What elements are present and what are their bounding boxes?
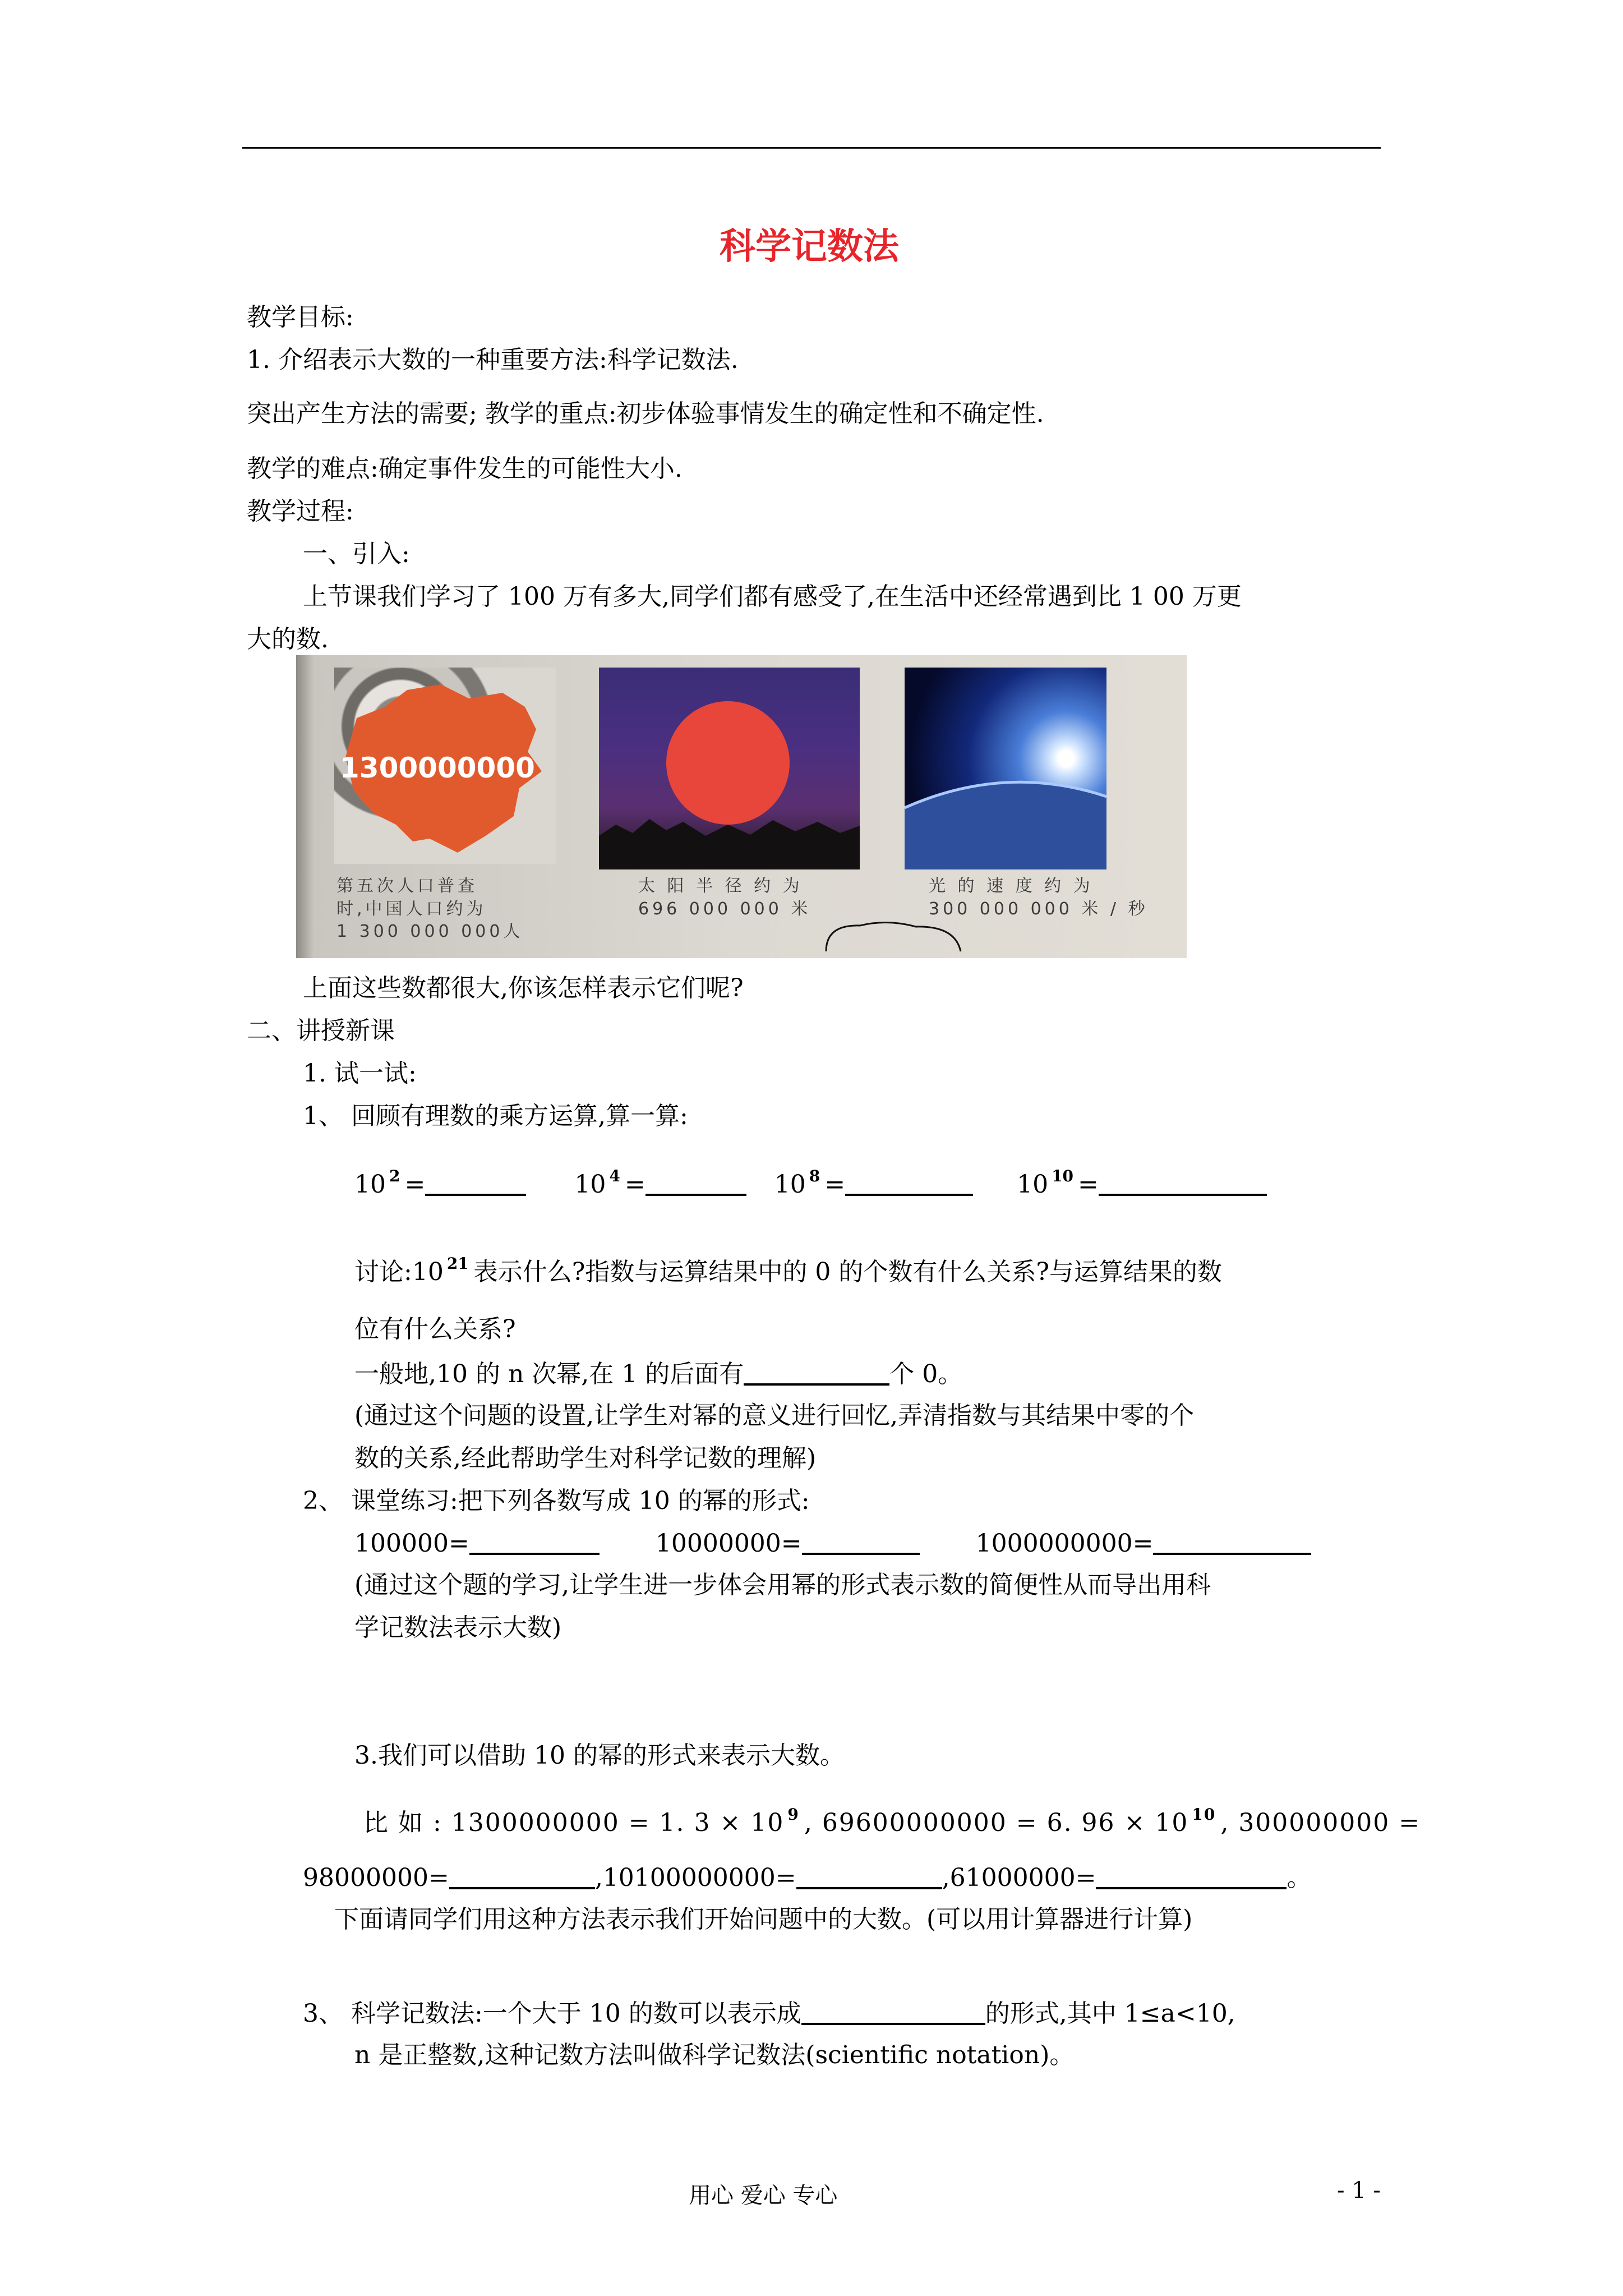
- answer-blank[interactable]: [796, 1862, 942, 1889]
- calculator-note: 下面请同学们用这种方法表示我们开始问题中的大数。(可以用计算器进行计算): [334, 1905, 1193, 1934]
- item-1: 1、 回顾有理数的乘方运算,算一算:: [303, 1102, 688, 1130]
- answer-blank[interactable]: [469, 1528, 600, 1555]
- map-number: 1300000000: [340, 752, 535, 784]
- general-statement: 一般地,10 的 n 次幂,在 1 的后面有 个 0。: [354, 1360, 963, 1388]
- page-number: - 1 -: [1337, 2178, 1381, 2203]
- answer-blank[interactable]: [845, 1169, 973, 1196]
- section-2-heading: 二、讲授新课: [247, 1016, 395, 1045]
- intro-text-1: 上节课我们学习了 100 万有多大,同学们都有感受了,在生活中还经常遇到比 1 00 万更: [303, 582, 1242, 611]
- question-after-photos: 上面这些数都很大,你该怎样表示它们呢?: [303, 974, 744, 1002]
- intro-heading: 一、引入:: [303, 540, 410, 568]
- process-heading: 教学过程:: [247, 497, 354, 526]
- item-3a: 3.我们可以借助 10 的幂的形式来表示大数。: [354, 1741, 845, 1770]
- sun-icon: [666, 701, 790, 825]
- answer-blank[interactable]: [801, 1998, 985, 2025]
- discussion-line-1: 讨论:10 $^{21}$ 表示什么?指数与运算结果中的 0 的个数有什么关系?与运算结果的数: [354, 1254, 1222, 1286]
- answer-blank[interactable]: [802, 1528, 920, 1555]
- population-photo: [334, 668, 556, 864]
- answer-blank[interactable]: [1153, 1528, 1311, 1555]
- note-1-line-2: 数的关系,经此帮助学生对科学记数的理解): [354, 1444, 817, 1473]
- speech-bubble-outline: [820, 919, 966, 953]
- sun-photo: [599, 668, 860, 869]
- treeline-icon: [599, 819, 860, 869]
- note-1-line-1: (通过这个问题的设置,让学生对幂的意义进行回忆,弄清指数与其结果中零的个: [354, 1401, 1195, 1430]
- note-2-line-2: 学记数法表示大数): [354, 1613, 562, 1642]
- answer-blank[interactable]: [645, 1169, 746, 1196]
- footer-motto: 用心 爱心 专心: [689, 2183, 838, 2208]
- objective-2: 突出产生方法的需要; 教学的重点:初步体验事情发生的确定性和不确定性.: [247, 399, 1044, 428]
- discussion-line-2: 位有什么关系?: [354, 1315, 516, 1343]
- item-2: 2、 课堂练习:把下列各数写成 10 的幂的形式:: [303, 1487, 810, 1515]
- try-heading: 1. 试一试:: [303, 1059, 417, 1088]
- answer-blank[interactable]: [744, 1359, 889, 1386]
- item-3b-line-2: n 是正整数,这种记数方法叫做科学记数法(scientific notation)。: [354, 2041, 1075, 2069]
- powers-row: 10 $^2$ = 10 $^4$ = 10 $^8$ = 10 $^{10}$ =: [354, 1167, 1267, 1200]
- difficulty-text: 教学的难点:确定事件发生的可能性大小.: [247, 454, 683, 483]
- answer-blank[interactable]: [425, 1169, 526, 1196]
- textbook-photo-strip: [296, 655, 1187, 958]
- page-title: 科学记数法: [720, 226, 899, 268]
- caption-population: 第五次人口普查 时,中国人口约为 1 300 000 000人: [336, 876, 524, 941]
- light-photo: [905, 668, 1106, 869]
- intro-text-2: 大的数.: [247, 625, 329, 654]
- practice-row: 100000= 10000000= 1000000000=: [354, 1528, 1311, 1559]
- header-rule: [242, 147, 1381, 149]
- answer-blank[interactable]: [1099, 1169, 1267, 1196]
- note-2-line-1: (通过这个题的学习,让学生进一步体会用幂的形式表示数的简便性从而导出用科: [354, 1571, 1211, 1599]
- caption-light: 光 的 速 度 约 为 300 000 000 米 / 秒: [929, 876, 1149, 919]
- exercise-row: 98000000= ,10100000000= ,61000000= 。: [303, 1864, 1312, 1892]
- answer-blank[interactable]: [1096, 1862, 1287, 1889]
- objective-1: 1. 介绍表示大数的一种重要方法:科学记数法.: [247, 346, 739, 374]
- objectives-heading: 教学目标:: [247, 303, 354, 332]
- answer-blank[interactable]: [449, 1862, 595, 1889]
- caption-sun: 太 阳 半 径 约 为 696 000 000 米: [638, 876, 811, 919]
- item-3b-line-1: 3、 科学记数法:一个大于 10 的数可以表示成 的形式,其中 1≤a<10,: [303, 1999, 1235, 2028]
- example-line: 比 如 : 1300000000 = 1. 3 × 10 $^9$ , 69600000000 = 6. 96 × 10 $^{10}$ , 300000000 =: [363, 1805, 1421, 1837]
